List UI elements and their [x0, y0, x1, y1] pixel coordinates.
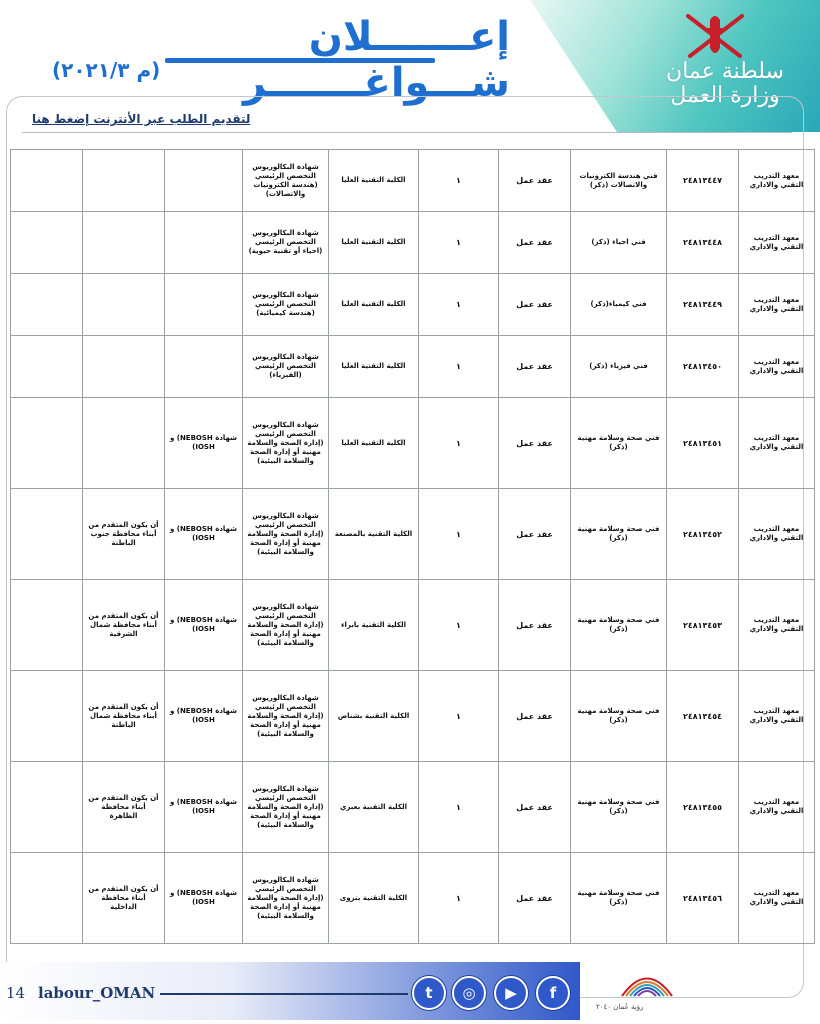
cell-vacancy-count: ١: [419, 150, 499, 212]
cell-job-title: فني صحة وسلامة مهنية (ذكر): [571, 580, 667, 671]
cell-job-title: فني صحة وسلامة مهنية (ذكر): [571, 398, 667, 489]
cell-work-location: الكلية التقنية العليا: [329, 336, 419, 398]
youtube-icon[interactable]: ▶: [494, 976, 528, 1010]
cell-employer: معهد التدريب التقني والاداري: [739, 274, 815, 336]
cell-extra: [11, 398, 83, 489]
cell-job-title: فني احياء (ذكر): [571, 212, 667, 274]
cell-contract-type: عقد عمل: [499, 580, 571, 671]
cell-qualification: شهادة البكالوريوس التخصص الرئيسي (هندسة الكترونيات والاتصالات): [243, 150, 329, 212]
cell-contract-type: عقد عمل: [499, 762, 571, 853]
cell-vacancy-number: ٢٤٨١٣٤٤٩: [667, 274, 739, 336]
instagram-icon[interactable]: ◎: [452, 976, 486, 1010]
cell-work-location: الكلية التقنية بنزوى: [329, 853, 419, 944]
cell-vacancy-number: ٢٤٨١٣٤٥٦: [667, 853, 739, 944]
cell-job-title: فني صحة وسلامة مهنية (ذكر): [571, 671, 667, 762]
cell-qualification: شهادة البكالوريوس التخصص الرئيسي (إدارة الصحة والسلامة مهنية أو إدارة الصحة والسلامة البيئية): [243, 489, 329, 580]
title-text: إعـــــــلان شـــواغـــــــر: [242, 14, 510, 106]
cell-extra: [11, 150, 83, 212]
cell-vacancy-number: ٢٤٨١٣٤٤٨: [667, 212, 739, 274]
cell-condition: أن يكون المتقدم من أبناء محافظة شمال الشرقية: [83, 580, 165, 671]
cell-contract-type: عقد عمل: [499, 212, 571, 274]
ministry-line-2: وزارة العمل: [670, 83, 780, 108]
cell-vacancy-number: ٢٤٨١٣٤٥٢: [667, 489, 739, 580]
table-row: [11, 853, 815, 944]
cell-qualification: شهادة البكالوريوس التخصص الرئيسي (إدارة الصحة والسلامة مهنية أو إدارة الصحة والسلامة البيئية): [243, 853, 329, 944]
cell-extra: [11, 671, 83, 762]
cell-condition: [83, 212, 165, 274]
table-row: [11, 212, 815, 274]
cell-employer: معهد التدريب التقني والاداري: [739, 212, 815, 274]
page-title: [40, 14, 510, 106]
cell-certificate: [165, 336, 243, 398]
table-row: [11, 671, 815, 762]
page-number: 14: [6, 984, 26, 1002]
vision-caption: رؤية عُمان ٢٠٤٠: [596, 1003, 644, 1011]
cell-vacancy-count: ١: [419, 212, 499, 274]
cell-employer: معهد التدريب التقني والاداري: [739, 489, 815, 580]
cell-extra: [11, 489, 83, 580]
cell-job-title: فني صحة وسلامة مهنية (ذكر): [571, 489, 667, 580]
cell-certificate: شهادة NEBOSH) و IOSH): [165, 853, 243, 944]
cell-certificate: [165, 274, 243, 336]
table-row: [11, 274, 815, 336]
social-handle: labour_OMAN: [38, 984, 156, 1002]
cell-employer: معهد التدريب التقني والاداري: [739, 150, 815, 212]
table-row: [11, 489, 815, 580]
cell-qualification: شهادة البكالوريوس التخصص الرئيسي (الفيزياء): [243, 336, 329, 398]
cell-work-location: الكلية التقنية بابراء: [329, 580, 419, 671]
cell-contract-type: عقد عمل: [499, 150, 571, 212]
cell-certificate: شهادة NEBOSH) و IOSH): [165, 762, 243, 853]
cell-vacancy-count: ١: [419, 274, 499, 336]
cell-job-title: فني صحة وسلامة مهنية (ذكر): [571, 762, 667, 853]
table-row: [11, 398, 815, 489]
cell-qualification: شهادة البكالوريوس التخصص الرئيسي (هندسة كيميائية): [243, 274, 329, 336]
cell-work-location: الكلية التقنية بالمصنعة: [329, 489, 419, 580]
cell-extra: [11, 212, 83, 274]
cell-vacancy-count: ١: [419, 398, 499, 489]
cell-job-title: فني صحة وسلامة مهنية (ذكر): [571, 853, 667, 944]
cell-qualification: شهادة البكالوريوس التخصص الرئيسي (إدارة الصحة والسلامة مهنية أو إدارة الصحة والسلامة البيئية): [243, 580, 329, 671]
cell-extra: [11, 336, 83, 398]
cell-job-title: فني هندسة الكترونيات والاتصالات (ذكر): [571, 150, 667, 212]
cell-employer: معهد التدريب التقني والاداري: [739, 580, 815, 671]
cell-vacancy-number: ٢٤٨١٣٤٥٤: [667, 671, 739, 762]
cell-employer: معهد التدريب التقني والاداري: [739, 398, 815, 489]
cell-extra: [11, 762, 83, 853]
cell-condition: [83, 150, 165, 212]
cell-contract-type: عقد عمل: [499, 398, 571, 489]
cell-vacancy-number: ٢٤٨١٣٤٥٥: [667, 762, 739, 853]
cell-certificate: شهادة NEBOSH) و IOSH): [165, 489, 243, 580]
cell-vacancy-count: ١: [419, 671, 499, 762]
cell-job-title: فني فيزياء (ذكر): [571, 336, 667, 398]
cell-employer: معهد التدريب التقني والاداري: [739, 762, 815, 853]
vacancies-table: [10, 149, 815, 944]
cell-certificate: شهادة NEBOSH) و IOSH): [165, 580, 243, 671]
cell-work-location: الكلية التقنية العليا: [329, 398, 419, 489]
cell-certificate: [165, 150, 243, 212]
twitter-icon[interactable]: t: [412, 976, 446, 1010]
cell-job-title: فني كيمياء(ذكر): [571, 274, 667, 336]
table-row: [11, 150, 815, 212]
cell-certificate: [165, 212, 243, 274]
cell-contract-type: عقد عمل: [499, 853, 571, 944]
oman-emblem-icon: [680, 10, 750, 66]
cell-qualification: شهادة البكالوريوس التخصص الرئيسي (احياء أو تقنية حيوية): [243, 212, 329, 274]
cell-condition: [83, 398, 165, 489]
divider: [22, 132, 792, 133]
cell-qualification: شهادة البكالوريوس التخصص الرئيسي (إدارة الصحة والسلامة مهنية أو إدارة الصحة والسلامة البيئية): [243, 671, 329, 762]
cell-work-location: الكلية التقنية بعبري: [329, 762, 419, 853]
cell-contract-type: عقد عمل: [499, 274, 571, 336]
cell-condition: أن يكون المتقدم من أبناء محافظة شمال الباطنة: [83, 671, 165, 762]
cell-employer: معهد التدريب التقني والاداري: [739, 671, 815, 762]
cell-contract-type: عقد عمل: [499, 671, 571, 762]
cell-qualification: شهادة البكالوريوس التخصص الرئيسي (إدارة الصحة والسلامة مهنية أو إدارة الصحة والسلامة البيئية): [243, 398, 329, 489]
ministry-line-1: سلطنة عمان: [666, 59, 784, 84]
cell-condition: أن يكون المتقدم من أبناء محافظة الظاهرة: [83, 762, 165, 853]
cell-vacancy-count: ١: [419, 580, 499, 671]
cell-condition: [83, 336, 165, 398]
cell-work-location: الكلية التقنية العليا: [329, 150, 419, 212]
table-row: [11, 580, 815, 671]
table-row: [11, 762, 815, 853]
cell-extra: [11, 580, 83, 671]
cell-condition: أن يكون المتقدم من أبناء محافظة الداخلية: [83, 853, 165, 944]
cell-extra: [11, 274, 83, 336]
cell-certificate: شهادة NEBOSH) و IOSH): [165, 671, 243, 762]
apply-online-link[interactable]: لتقديم الطلب عبر الأنترنت إضغط هنا: [32, 112, 251, 126]
cell-certificate: شهادة NEBOSH) و IOSH): [165, 398, 243, 489]
cell-extra: [11, 853, 83, 944]
facebook-icon[interactable]: f: [536, 976, 570, 1010]
cell-vacancy-number: ٢٤٨١٣٤٥٠: [667, 336, 739, 398]
cell-vacancy-count: ١: [419, 336, 499, 398]
cell-vacancy-number: ٢٤٨١٣٤٤٧: [667, 150, 739, 212]
cell-condition: [83, 274, 165, 336]
footer-rule: [160, 993, 408, 995]
cell-employer: معهد التدريب التقني والاداري: [739, 336, 815, 398]
cell-contract-type: عقد عمل: [499, 489, 571, 580]
cell-work-location: الكلية التقنية بشناص: [329, 671, 419, 762]
cell-condition: أن يكون المتقدم من أبناء محافظة جنوب الباطنة: [83, 489, 165, 580]
table-row: [11, 336, 815, 398]
cell-work-location: الكلية التقنية العليا: [329, 212, 419, 274]
title-date: (م ٢٠٢١/٣): [52, 58, 161, 82]
cell-vacancy-count: ١: [419, 853, 499, 944]
cell-vacancy-number: ٢٤٨١٣٤٥٣: [667, 580, 739, 671]
cell-vacancy-count: ١: [419, 489, 499, 580]
cell-contract-type: عقد عمل: [499, 336, 571, 398]
cell-work-location: الكلية التقنية العليا: [329, 274, 419, 336]
cell-vacancy-number: ٢٤٨١٣٤٥١: [667, 398, 739, 489]
cell-vacancy-count: ١: [419, 762, 499, 853]
cell-qualification: شهادة البكالوريوس التخصص الرئيسي (إدارة الصحة والسلامة مهنية أو إدارة الصحة والسلامة البيئية): [243, 762, 329, 853]
cell-employer: معهد التدريب التقني والاداري: [739, 853, 815, 944]
